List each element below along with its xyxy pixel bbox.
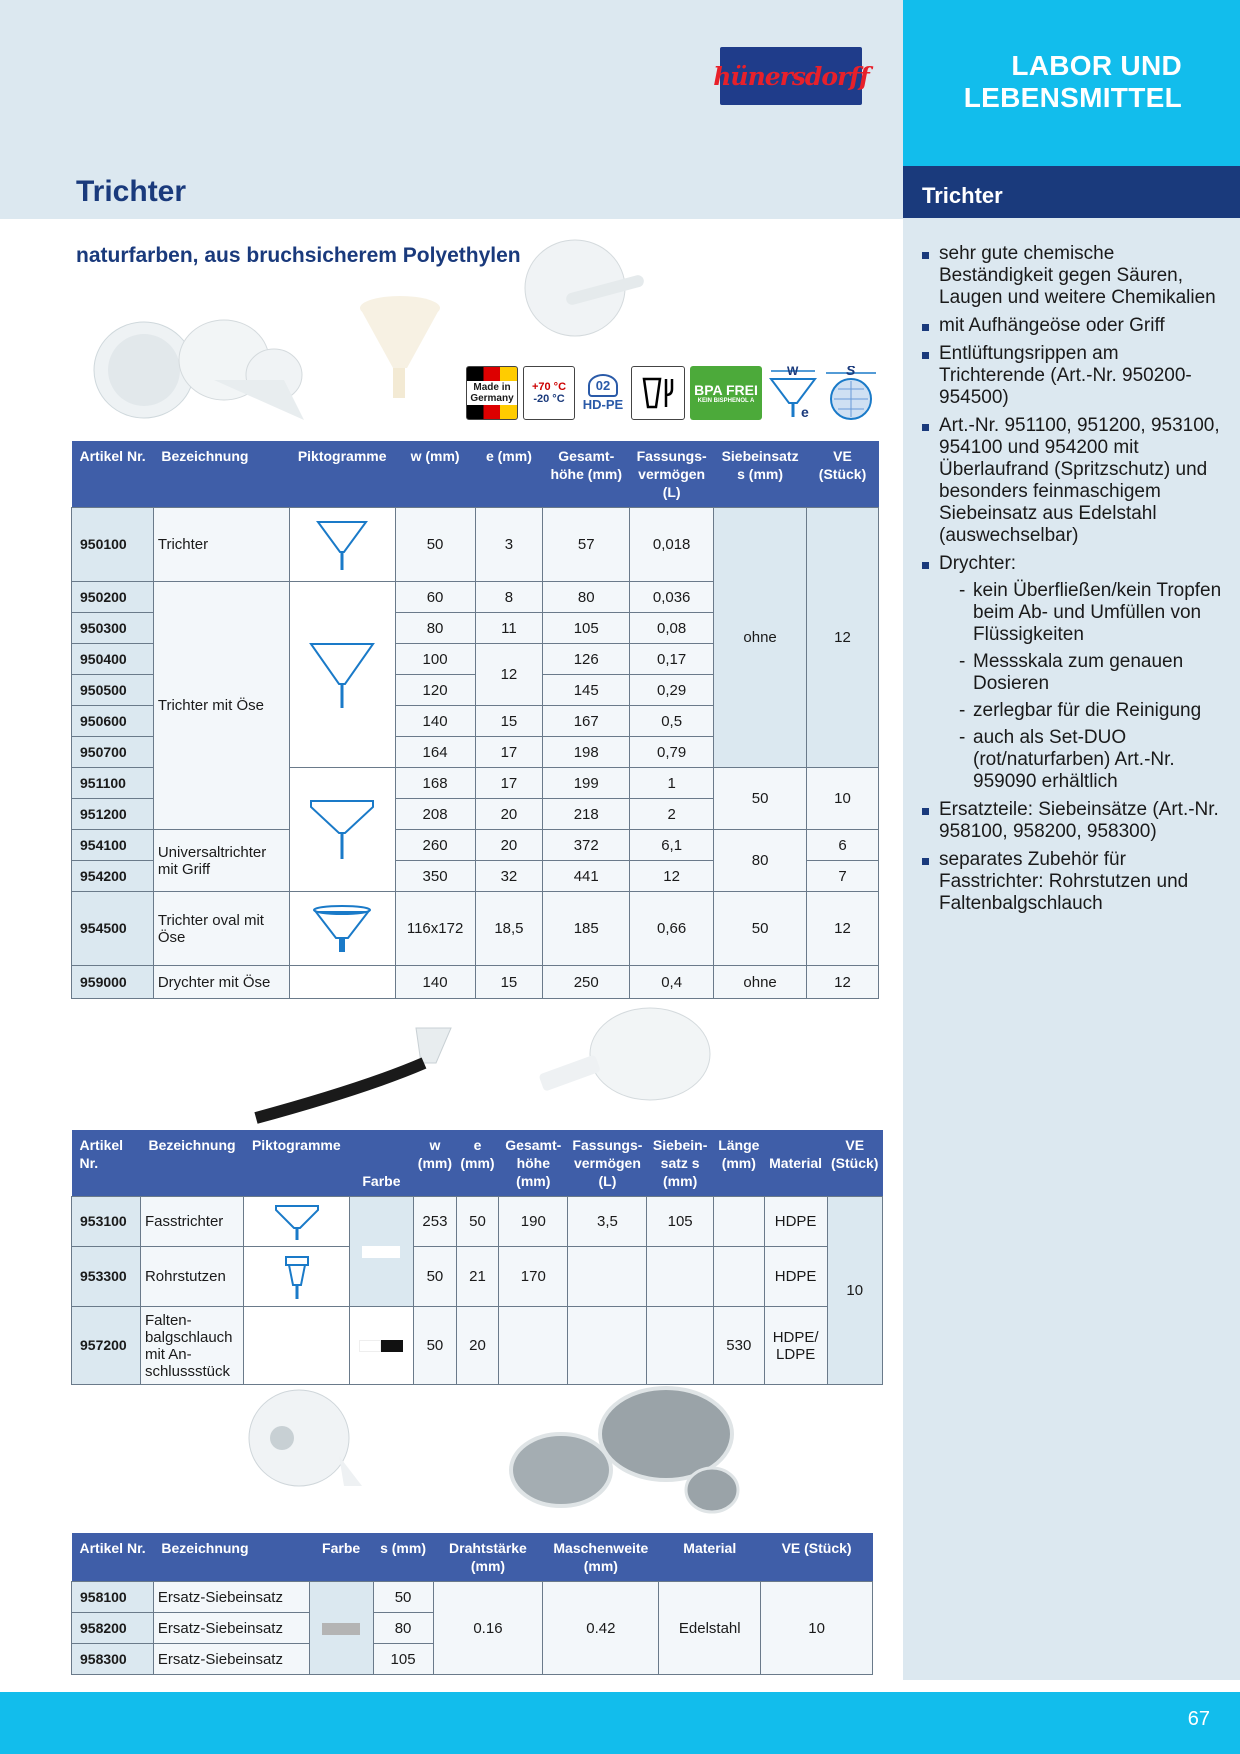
sub-item: - auch als Set-DUO (rot/naturfarben) Art.-Nr. 959090 erhältlich	[959, 727, 1223, 793]
category-title: LABOR UND LEBENSMITTEL	[963, 50, 1182, 113]
footer-band	[0, 1692, 1240, 1754]
col-artikel: Artikel Nr.	[72, 441, 154, 508]
list-item: Entlüftungsrippen am Trichterende (Art.-Nr. 950200-954500)	[918, 343, 1223, 409]
table-row: 950100 Trichter 50 3 57 0,018 ohne 12	[72, 508, 879, 582]
table-row: 958200 Ersatz-Siebeinsatz 80	[72, 1613, 873, 1644]
barrel-funnel-photo	[530, 1004, 720, 1124]
col-sieb: Siebeinsatz s (mm)	[714, 441, 807, 508]
funnel-oval-icon	[289, 892, 395, 966]
temperature-icon: +70 °C -20 °C	[523, 366, 575, 420]
funnel-griff-icon	[289, 768, 395, 892]
list-item: separates Zubehör für Fasstrichter: Rohrstutzen und Faltenbalgschlauch	[918, 849, 1223, 915]
made-in-germany-icon: Made in Germany	[466, 366, 518, 420]
list-item: Drychter: - kein Überfließen/kein Tropfen beim Ab- und Umfüllen von Flüssigkeiten - Messskala zum genauen Dosieren - zerlegbar für die Reinigung - auch als Set-DUO (rot/naturfarben) Art.-Nr. 959090 erhältlich	[918, 553, 1223, 793]
bpa-free-icon: BPA FREI KEIN BISPHENOL A	[690, 366, 762, 420]
table-row: 958300 Ersatz-Siebeinsatz 105	[72, 1644, 873, 1675]
funnel-photo-griff	[515, 238, 655, 348]
table-row: 951200 208 20 218 2	[72, 799, 879, 830]
funnel-table	[71, 441, 879, 999]
col-piktogramme: Piktogramme	[244, 1130, 349, 1197]
side-title: Trichter	[922, 183, 1003, 208]
col-volumen: Fassungs-vermögen (L)	[568, 1130, 647, 1197]
recycle-hdpe-icon: 02 HD-PE	[580, 366, 626, 420]
table-row: 950500 120 145 0,29	[72, 675, 879, 706]
funnel-oese-icon	[289, 582, 395, 768]
sieve-inserts-photo	[506, 1386, 746, 1514]
col-draht: Drahtstärke (mm)	[433, 1533, 543, 1582]
col-volumen: Fassungs-vermögen (L)	[630, 441, 714, 508]
col-artikel: Artikel Nr.	[72, 1533, 154, 1582]
table-row: 950700 164 17 198 0,79	[72, 737, 879, 768]
col-masche: Maschenweite (mm)	[543, 1533, 659, 1582]
col-bezeichnung: Bezeichnung	[153, 441, 289, 508]
col-w: w (mm)	[413, 1130, 456, 1197]
funnel-photo-natural	[345, 290, 455, 410]
col-farbe: Farbe	[309, 1533, 373, 1582]
table-row: 958100 Ersatz-Siebeinsatz 50 0.16 0.42 Edelstahl 10	[72, 1582, 873, 1613]
col-ve: VE (Stück)	[807, 441, 879, 508]
list-item: sehr gute chemische Beständigkeit gegen Säuren, Laugen und weitere Chemikalien	[918, 243, 1223, 309]
col-material: Material	[764, 1130, 827, 1197]
page-number: 67	[1187, 1708, 1210, 1730]
color-swatch-white-black	[349, 1307, 413, 1385]
feature-list	[918, 243, 1223, 921]
col-e: e (mm)	[475, 441, 543, 508]
funnel-stack-photo	[74, 290, 334, 430]
funnel-top-view-photo	[244, 1386, 364, 1496]
table-row: 953100 Fasstrichter 253 50 190 3,5 105 HDPE 10	[72, 1197, 883, 1247]
table-row: 953300 Rohrstutzen 50 21 170 HDPE	[72, 1247, 883, 1307]
col-ve: VE (Stück)	[761, 1533, 873, 1582]
dimension-w-e-icon: W e	[767, 366, 819, 420]
col-s: s (mm)	[373, 1533, 433, 1582]
barrel-funnel-icon	[244, 1197, 349, 1247]
page-title: Trichter	[76, 175, 187, 208]
food-safe-icon	[631, 366, 685, 420]
color-swatch-grey	[309, 1582, 373, 1675]
table-row: 954100 Universaltrichter mit Griff 260 20 372 6,1 80 6	[72, 830, 879, 861]
col-bezeichnung: Bezeichnung	[140, 1130, 244, 1197]
col-farbe: Farbe	[349, 1130, 413, 1197]
sub-item: - zerlegbar für die Reinigung	[959, 700, 1223, 722]
col-sieb: Siebein-satz s (mm)	[647, 1130, 714, 1197]
drychter-sublist	[939, 580, 1223, 793]
table-row: 951100 168 17 199 1 50 10	[72, 768, 879, 799]
pictogram-row	[466, 366, 884, 422]
subtitle: naturfarben, aus bruchsicherem Polyethylen	[76, 244, 521, 267]
sieve-s-icon: S	[824, 366, 878, 420]
table-row: 959000 Drychter mit Öse 140 15 250 0,4 ohne 12	[72, 966, 879, 999]
sub-item: - Messskala zum genauen Dosieren	[959, 651, 1223, 695]
col-e: e (mm)	[456, 1130, 498, 1197]
sieve-table	[71, 1533, 873, 1675]
list-item: Art.-Nr. 951100, 951200, 953100, 954100 und 954200 mit Überlaufrand (Spritzschutz) und besonders feinmaschigem Siebeinsatz aus Edelstahl (auswechselbar)	[918, 415, 1223, 547]
sub-item: - kein Überfließen/kein Tropfen beim Ab- und Umfüllen von Flüssigkeiten	[959, 580, 1223, 646]
color-swatch-white	[349, 1197, 413, 1307]
col-bezeichnung: Bezeichnung	[153, 1533, 309, 1582]
col-laenge: Länge (mm)	[713, 1130, 764, 1197]
table-row: 950600 140 15 167 0,5	[72, 706, 879, 737]
table-row: 954200 350 32 441 12 7	[72, 861, 879, 892]
table-row: 957200 Falten-balgschlauch mit An-schlussstück 50 20 530 HDPE/ LDPE	[72, 1307, 883, 1385]
funnel-icon	[289, 508, 395, 582]
col-material: Material	[659, 1533, 761, 1582]
col-w: w (mm)	[395, 441, 475, 508]
barrel-funnel-table	[71, 1130, 883, 1385]
col-artikel: Artikel Nr.	[72, 1130, 141, 1197]
brand-logo: hünersdorff	[720, 47, 862, 105]
col-hoehe: Gesamt-höhe (mm)	[499, 1130, 568, 1197]
list-item: Ersatzteile: Siebeinsätze (Art.-Nr. 958100, 958200, 958300)	[918, 799, 1223, 843]
table-row: 950300 80 11 105 0,08	[72, 613, 879, 644]
list-item: mit Aufhängeöse oder Griff	[918, 315, 1223, 337]
table-row: 954500 Trichter oval mit Öse 116x172 18,5 185 0,66 50 12	[72, 892, 879, 966]
pipe-socket-icon	[244, 1247, 349, 1307]
hose-photo	[246, 1018, 456, 1124]
table-row: 950400 100 12 126 0,17	[72, 644, 879, 675]
col-piktogramme: Piktogramme	[289, 441, 395, 508]
col-hoehe: Gesamt-höhe (mm)	[543, 441, 630, 508]
col-ve: VE (Stück)	[827, 1130, 883, 1197]
table-row: 950200 Trichter mit Öse 60 8 80 0,036	[72, 582, 879, 613]
